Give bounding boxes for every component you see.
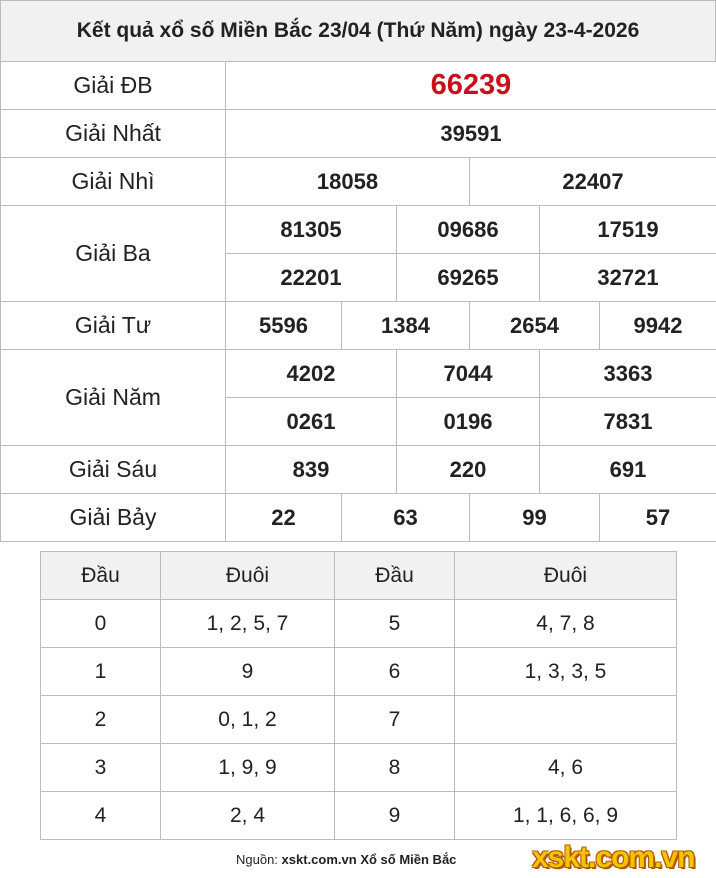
prize-number: 4202 [226,350,397,398]
prize-number: 220 [397,446,540,494]
duoi-cell: 1, 1, 6, 6, 9 [455,792,677,840]
prize-number: 839 [226,446,397,494]
prize-row-tu [1,302,716,350]
prize-label: Giải Bảy [1,494,226,542]
prize-number: 3363 [540,350,716,398]
prize-row-db [1,62,716,110]
loto-row [41,792,677,840]
source-credit [236,852,456,867]
site-logo[interactable]: xskt.com.vn [532,841,695,874]
loto-row [41,744,677,792]
prize-number: 22201 [226,254,397,302]
prize-number: 691 [540,446,716,494]
prize-number: 63 [342,494,470,542]
dau-cell: 3 [41,744,161,792]
prize-row-nam [1,350,716,398]
dau-cell: 0 [41,600,161,648]
prize-number: 1384 [342,302,470,350]
dau-cell: 9 [335,792,455,840]
duoi-cell: 9 [161,648,335,696]
prize-label: Giải Nhất [1,110,226,158]
prize-number: 99 [470,494,600,542]
duoi-cell [455,696,677,744]
dau-cell: 7 [335,696,455,744]
dau-cell: 6 [335,648,455,696]
results-table [0,61,716,542]
prize-number: 32721 [540,254,716,302]
duoi-cell: 1, 9, 9 [161,744,335,792]
prize-row-ba [1,206,716,254]
prize-number: 7831 [540,398,716,446]
prize-row-nhat [1,110,716,158]
dau-cell: 1 [41,648,161,696]
prize-number: 39591 [226,110,716,158]
source-name: Xổ số Miền Bắc [360,852,457,867]
prize-row-nhi [1,158,716,206]
prize-number: 57 [600,494,716,542]
prize-row-sau [1,446,716,494]
loto-header-row [41,552,677,600]
column-header: Đuôi [161,552,335,600]
duoi-cell: 4, 7, 8 [455,600,677,648]
page-title: Kết quả xổ số Miền Bắc 23/04 (Thứ Năm) ngày 23-4-2026 [0,0,716,62]
prize-label: Giải Năm [1,350,226,446]
loto-row [41,696,677,744]
column-header: Đầu [41,552,161,600]
prize-label: Giải ĐB [1,62,226,110]
column-header: Đầu [335,552,455,600]
prize-number: 0196 [397,398,540,446]
dau-cell: 4 [41,792,161,840]
dau-cell: 8 [335,744,455,792]
prize-number: 17519 [540,206,716,254]
loto-table [40,551,677,840]
prize-number: 81305 [226,206,397,254]
duoi-cell: 0, 1, 2 [161,696,335,744]
prize-number: 2654 [470,302,600,350]
prize-number: 22407 [470,158,716,206]
prize-number: 09686 [397,206,540,254]
prize-row-bay [1,494,716,542]
prize-number: 7044 [397,350,540,398]
dau-cell: 2 [41,696,161,744]
prize-number: 5596 [226,302,342,350]
duoi-cell: 2, 4 [161,792,335,840]
loto-row [41,600,677,648]
duoi-cell: 4, 6 [455,744,677,792]
prize-number: 22 [226,494,342,542]
dau-cell: 5 [335,600,455,648]
prize-number: 0261 [226,398,397,446]
prize-label: Giải Tư [1,302,226,350]
prize-number: 69265 [397,254,540,302]
column-header: Đuôi [455,552,677,600]
source-prefix: Nguồn: [236,852,282,867]
prize-label: Giải Nhì [1,158,226,206]
prize-number: 9942 [600,302,716,350]
source-link[interactable]: xskt.com.vn [281,852,357,867]
prize-label: Giải Ba [1,206,226,302]
loto-row [41,648,677,696]
prize-label: Giải Sáu [1,446,226,494]
duoi-cell: 1, 3, 3, 5 [455,648,677,696]
prize-number: 18058 [226,158,470,206]
special-prize-number: 66239 [226,62,716,110]
duoi-cell: 1, 2, 5, 7 [161,600,335,648]
